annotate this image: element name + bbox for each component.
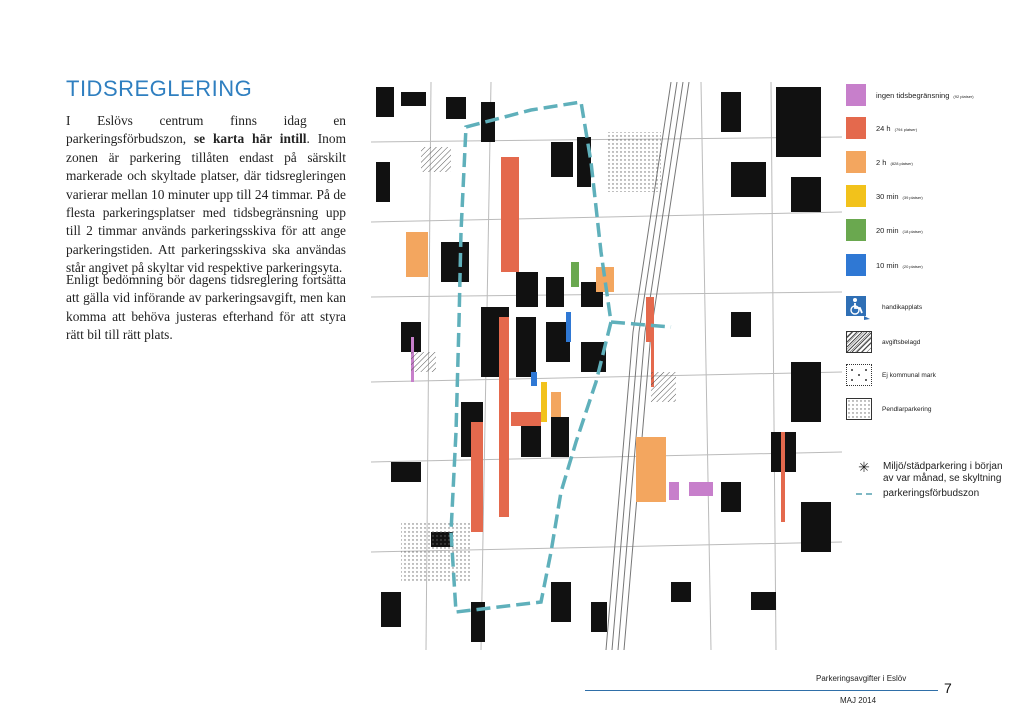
legend-label: Miljö/städparkering i början av var månad, se skyltning	[883, 461, 1003, 484]
legend-item-ban-zone	[851, 488, 979, 499]
legend-item-no-limit	[846, 84, 974, 106]
legend-label: avgiftsbelagd	[882, 338, 921, 346]
legend-item-2h	[846, 151, 913, 173]
legend-count: (18 platser)	[902, 228, 923, 234]
legend-item-20min	[846, 219, 923, 241]
legend-item-handicap	[846, 296, 922, 318]
legend-item-30min	[846, 185, 923, 207]
legend-label: Ej kommunal mark	[882, 371, 936, 379]
page-number: 7	[944, 680, 952, 696]
legend-label: 30 min	[876, 191, 899, 201]
legend-label: Pendlarparkering	[882, 405, 932, 413]
legend-label: 24 h	[876, 123, 891, 133]
legend-count: (39 platser)	[902, 194, 923, 200]
color-swatch	[846, 151, 866, 173]
legend-label: ingen tidsbegränsning	[876, 90, 950, 100]
map-reference: se karta här intill	[193, 131, 307, 147]
legend-item-24h	[846, 117, 917, 139]
hatched-area-icon	[846, 331, 872, 353]
intro-paragraph	[66, 112, 346, 278]
color-swatch	[846, 219, 866, 241]
legend-count: (828 platser)	[890, 160, 913, 166]
dotted-border-icon	[846, 364, 872, 386]
legend-label: 10 min	[876, 260, 899, 270]
dashed-line-icon	[851, 488, 877, 495]
map-graphic	[371, 82, 842, 650]
legend-count: (794 platser)	[894, 126, 918, 132]
legend-label: 20 min	[876, 225, 899, 235]
dotted-fill-icon	[846, 398, 872, 420]
parking-zone-map	[371, 82, 842, 650]
legend-item-street-cleaning	[851, 461, 1008, 485]
assessment-paragraph: Enligt bedömning bör dagens tidsreglering fortsätta att gälla vid införande av parkeringsavgift, men kan komma att behöva justeras efterhand för att styra rätt bil till rätt plats.	[66, 272, 346, 343]
color-swatch	[846, 84, 866, 106]
legend-item-10min	[846, 254, 923, 276]
intro-text-part2: . Inom zonen är parkering tillåten endast på särskilt markerade och skyltade platser, där tidsregleringen varierar mellan 10 minuter upp till 24 timmar. På de flesta parkeringsplatser med tidsbegränsning upp till 2 timmar används parkeringsskiva för att ange parkeringstiden. Att parkeringsskiva ska användas står angivet på skyltar vid respektive parkeringsyta.	[66, 131, 346, 276]
legend-item-not-municipal	[846, 364, 936, 386]
legend-label: handikapplats	[882, 303, 923, 311]
legend-count: (20 platser)	[902, 263, 923, 269]
asterisk-icon: ✳	[858, 459, 870, 475]
intro-text-part1: I Eslövs centrum finns idag en parkeringsförbudszon,	[66, 113, 346, 147]
legend-item-commuter	[846, 398, 932, 420]
footer-date: MAJ 2014	[840, 696, 877, 705]
color-swatch	[846, 185, 866, 207]
footer-rule	[585, 690, 938, 691]
color-swatch	[846, 117, 866, 139]
page-title: TIDSREGLERING	[66, 76, 253, 101]
legend-item-paid	[846, 331, 920, 353]
color-swatch	[846, 254, 866, 276]
legend-count: (92 platser)	[953, 93, 974, 99]
wheelchair-icon	[846, 296, 872, 318]
footer-title: Parkeringsavgifter i Eslöv	[816, 674, 907, 683]
legend-label: 2 h	[876, 157, 887, 167]
legend-label: parkeringsförbudszon	[883, 488, 980, 499]
